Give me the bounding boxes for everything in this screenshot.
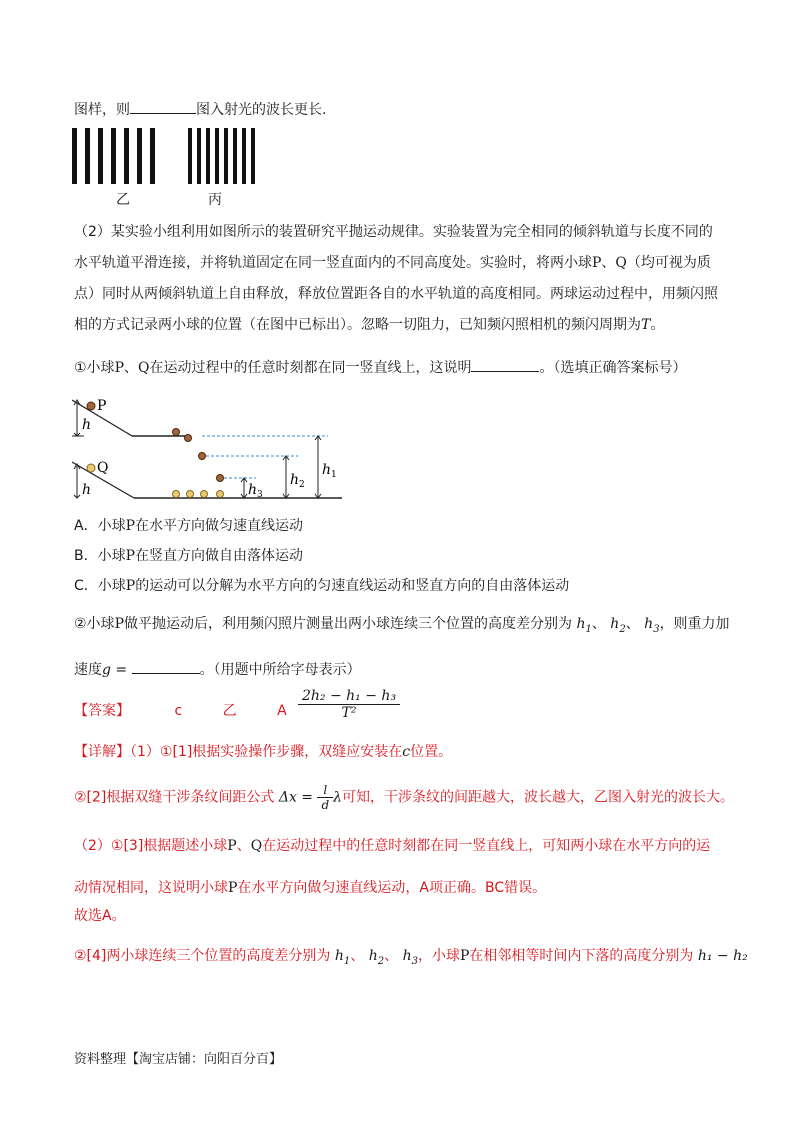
part2-line2-end: （均可视为质 (626, 255, 711, 271)
ball-p-symbol: P (228, 880, 238, 896)
h-subscript: 2 (619, 623, 626, 635)
ball-p-symbol: P (125, 518, 135, 534)
answer-blank-3 (132, 673, 200, 674)
ball-p-symbol: P (459, 948, 470, 964)
q1-suffix: 。（选填正确答案标号） (539, 360, 687, 376)
answer-1: c (174, 703, 183, 719)
formula-fraction (317, 783, 333, 812)
formula-lhs: Δx = (278, 789, 318, 806)
fringe-label-bing: 丙 (208, 192, 222, 208)
separator: 、 (236, 838, 251, 854)
detail-line3-suffix: 在运动过程中的任意时刻都在同一竖直线上，可知两小球在水平方向的运 (262, 838, 711, 854)
ball-p-symbol: P (125, 548, 136, 564)
label-h1-base: h (322, 462, 332, 478)
fringe-pattern-yi (72, 128, 155, 184)
answer-3: A (277, 703, 287, 719)
q2-line2-prefix: 速度 (74, 662, 102, 678)
detail-line4 (74, 878, 546, 898)
detail-line1 (74, 742, 452, 762)
separator: 、 (591, 616, 606, 632)
p-flash-4 (217, 475, 224, 482)
option-b (74, 546, 303, 566)
ball-q-symbol: Q (137, 360, 150, 376)
fraction-denominator: T² (341, 705, 357, 721)
separator: 、 (350, 948, 365, 964)
equals: = (110, 662, 132, 678)
label-h2-base: h (290, 472, 300, 488)
option-b-text: 在竖直方向做自由落体运动 (135, 548, 304, 564)
label-h2 (290, 472, 305, 490)
h-base: h (402, 948, 412, 964)
detail-line6-mid: ，小球 (417, 948, 460, 964)
fringe-label-yi: 乙 (116, 192, 130, 208)
fringe-pattern-bing (188, 128, 255, 184)
part2-line4-end: 。 (650, 317, 665, 333)
ball-p-symbol: P (114, 360, 124, 376)
label-h3 (248, 482, 263, 500)
option-a-letter: A．小球 (74, 518, 126, 534)
detail-line1-text: （1）①[1]根据实验操作步骤，双缝应安装在 (130, 744, 403, 760)
ball-q (87, 464, 95, 472)
q-flash-2 (187, 491, 194, 498)
q2-h3 (644, 616, 660, 635)
detail-line3 (74, 836, 710, 856)
q1-prefix: ①小球 (74, 360, 115, 376)
detail-line2-prefix: ②[2]根据双缝干涉条纹间距公式 (74, 789, 275, 806)
answer-blank-1 (130, 113, 196, 114)
gravity-symbol: g (102, 662, 111, 678)
separator: 、 (123, 360, 138, 376)
q-flash-1 (173, 491, 180, 498)
q1-middle: 在运动过程中的任意时刻都在同一竖直线上，这说明 (149, 360, 472, 376)
part2-line4 (74, 315, 664, 335)
q-flash-3 (201, 491, 208, 498)
detail-h1 (334, 948, 351, 967)
separator: 、 (625, 616, 640, 632)
detail-h3 (402, 948, 418, 967)
h-base: h (368, 948, 378, 964)
option-a (74, 516, 303, 536)
part2-line2-text: 水平轨道平滑连接，并将轨道固定在同一竖直面内的不同高度处。实验时，将两小球 (74, 255, 592, 271)
ball-p-symbol: P (125, 578, 136, 594)
answer-label: 【答案】 (74, 703, 130, 719)
label-h-bottom: h (82, 482, 92, 498)
formula-denominator: d (321, 798, 330, 812)
separator: 、 (601, 255, 616, 271)
position-c-symbol: c (402, 744, 411, 760)
ball-p-symbol: P (592, 255, 602, 271)
fringe-patterns (70, 128, 270, 188)
ball-p (87, 402, 95, 410)
h-subscript: 1 (343, 955, 351, 967)
ball-q-symbol: Q (250, 838, 263, 854)
answer-2: 乙 (222, 703, 237, 719)
option-c-text: 的运动可以分解为水平方向的匀速直线运动和竖直方向的自由落体运动 (135, 578, 570, 594)
top-line-suffix: 图入射光的波长更长. (196, 102, 327, 118)
separator: 、 (384, 948, 399, 964)
q2-h1 (576, 616, 592, 635)
q2-line2-suffix: 。（用题中所给字母表示） (199, 662, 361, 678)
part2-line1: （2）某实验小组利用如图所示的装置研究平抛运动规律。实验装置为完全相同的倾斜轨道与长度不同的 (74, 224, 713, 240)
lambda-symbol: λ (333, 789, 343, 806)
part2-line2 (74, 253, 711, 273)
answer-blank-2 (471, 371, 539, 372)
ball-q-symbol: Q (615, 255, 627, 271)
h-subscript: 2 (377, 955, 385, 967)
label-h-top: h (82, 417, 92, 433)
h-subscript: 3 (653, 623, 660, 635)
h-base: h (644, 616, 654, 632)
label-h1-subscript: 1 (331, 470, 337, 480)
option-a-text: 在水平方向做匀速直线运动 (135, 518, 303, 534)
top-line (74, 100, 326, 120)
q2-h2 (610, 616, 626, 635)
part2-line4-prefix: 相的方式记录两小球的位置（在图中已标出）。忽略一切阻力，已知频闪照相机的频闪周期为 (74, 317, 641, 333)
detail-line2-suffix: 可知，干涉条纹的间距越大，波长越大，乙图入射光的波长大。 (342, 789, 735, 806)
ball-p-symbol: P (114, 616, 124, 632)
label-h3-base: h (248, 482, 258, 498)
detail-h2 (368, 948, 385, 967)
p-flash-3 (199, 453, 206, 460)
q2-suffix: ，则重力加 (659, 616, 730, 632)
answer-4-fraction (298, 688, 400, 721)
option-b-letter: B．小球 (74, 548, 126, 564)
detail-line5: 故选A。 (74, 908, 126, 924)
formula-numerator: l (317, 783, 333, 798)
label-h1 (322, 462, 337, 480)
label-p: P (97, 398, 107, 414)
detail-line6 (74, 946, 748, 972)
period-symbol: T (641, 317, 651, 333)
detail-h1-minus-h2: h₁ − h₂ (697, 948, 748, 964)
q2-prefix: ②小球 (74, 616, 115, 632)
detail-line2 (74, 783, 734, 812)
detail-line6-prefix: ②[4]两小球连续三个位置的高度差分别为 (74, 948, 331, 964)
h-base: h (334, 948, 344, 964)
detail-line3-prefix: （2）①[3]根据题述小球 (74, 838, 228, 854)
detail-line6-suffix: 在相邻相等时间内下落的高度分别为 (469, 948, 694, 964)
question-1 (74, 358, 686, 378)
detail-label: 【详解】 (74, 744, 130, 760)
option-c-letter: C．小球 (74, 578, 126, 594)
fraction-numerator: 2h₂ − h₁ − h₃ (298, 688, 400, 705)
label-h3-subscript: 3 (257, 490, 263, 500)
answer-line (74, 701, 287, 721)
option-c (74, 576, 569, 596)
h-subscript: 1 (585, 623, 592, 635)
h-base: h (610, 616, 620, 632)
q-flash-4 (217, 491, 224, 498)
question-2-line1 (74, 614, 730, 640)
h-base: h (576, 616, 586, 632)
ball-p-symbol: P (227, 838, 237, 854)
h-subscript: 3 (411, 955, 418, 967)
footer-note: 资料整理【淘宝店铺：向阳百分百】 (74, 1052, 283, 1067)
top-line-prefix: 图样，则 (74, 102, 130, 118)
projectile-diagram (72, 396, 362, 506)
q2-middle: 做平抛运动后，利用频闪照片测量出两小球连续三个位置的高度差分别为 (123, 616, 572, 632)
detail-line4-end: 在水平方向做匀速直线运动，A项正确。BC错误。 (237, 880, 547, 896)
label-q: Q (97, 460, 109, 476)
detail-line1-end: 位置。 (410, 744, 453, 760)
detail-line4-text: 动情况相同，这说明小球 (74, 880, 228, 896)
question-2-line2 (74, 660, 361, 680)
label-h2-subscript: 2 (299, 480, 305, 490)
p-flash-1 (173, 429, 180, 436)
part2-line3: 点）同时从两倾斜轨道上自由释放，释放位置距各自的水平轨道的高度相同。两球运动过程中，用频闪照 (74, 286, 718, 302)
p-flash-2 (185, 435, 192, 442)
